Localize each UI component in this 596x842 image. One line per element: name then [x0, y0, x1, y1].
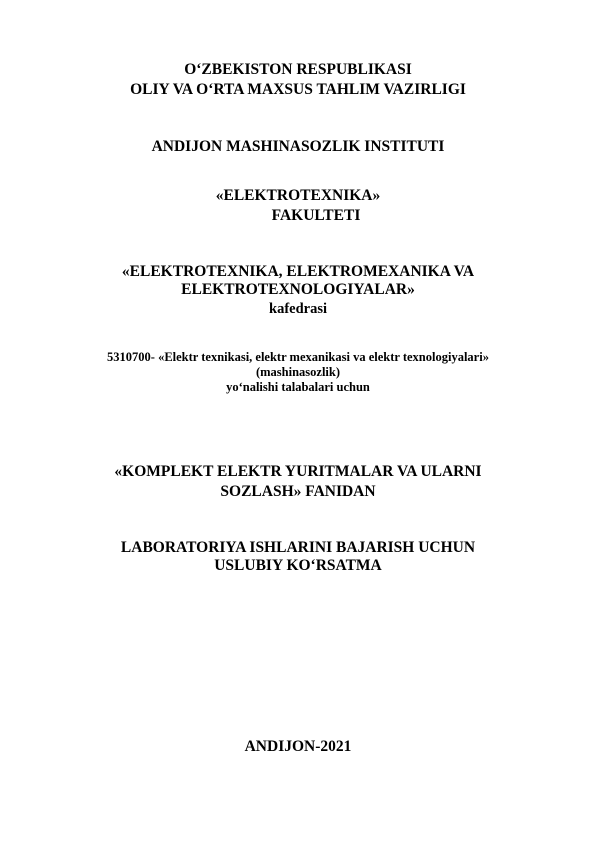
- ministry-line-2: OLIY VA O‘RTA MAXSUS TAHLIM VAZIRLIGI: [130, 81, 466, 98]
- specialty-line-1: 5310700- «Elektr texnikasi, elektr mexanikasi va elektr texnologiyalari»: [107, 350, 489, 364]
- specialty-line-3: yo‘nalishi talabalari uchun: [226, 380, 370, 394]
- city-year: ANDIJON-2021: [244, 738, 352, 755]
- course-line-1: «KOMPLEKT ELEKTR YURITMALAR VA ULARNI: [114, 463, 482, 480]
- doc-type-line-1: LABORATORIYA ISHLARINI BAJARISH UCHUN: [120, 539, 476, 556]
- institute-name: ANDIJON MASHINASOZLIK INSTITUTI: [151, 138, 445, 155]
- ministry-line-1: O‘ZBEKISTON RESPUBLIKASI: [184, 61, 412, 78]
- faculty-name: «ELEKTROTEXNIKA»: [215, 187, 381, 204]
- specialty-line-2: (mashinasozlik): [255, 365, 341, 379]
- doc-type-line-2: USLUBIY KO‘RSATMA: [214, 557, 382, 574]
- department-line-2: ELEKTROTEXNOLOGIYALAR»: [181, 281, 415, 298]
- department-line-1: «ELEKTROTEXNIKA, ELEKTROMEXANIKA VA: [121, 263, 475, 280]
- course-line-2: SOZLASH» FANIDAN: [220, 483, 376, 500]
- faculty-label: FAKULTETI: [271, 207, 361, 224]
- department-label: kafedrasi: [269, 301, 327, 317]
